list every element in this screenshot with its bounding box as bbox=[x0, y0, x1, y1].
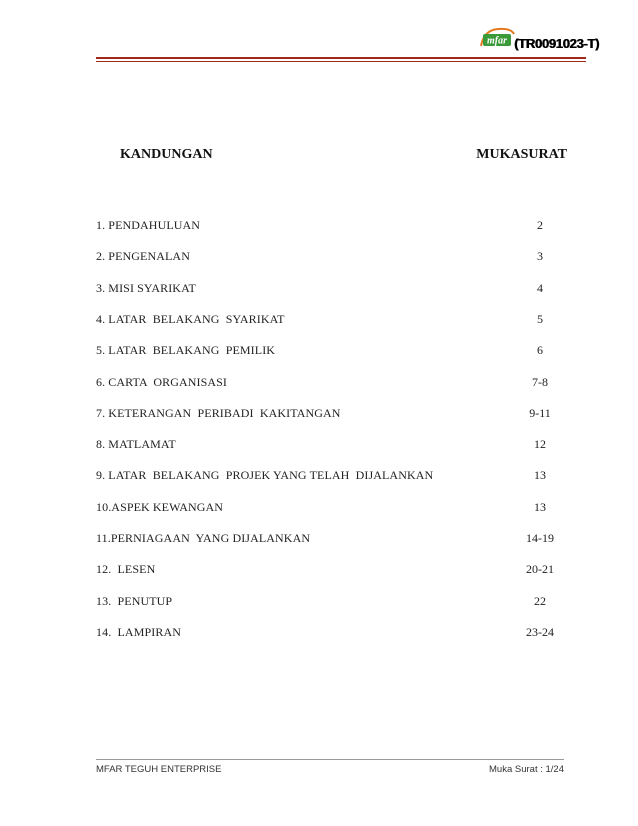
toc-entry-page: 4 bbox=[537, 280, 543, 295]
toc-entry-label: 13. PENUTUP bbox=[96, 593, 173, 608]
toc-entry bbox=[0, 249, 638, 267]
footer-page-number: Muka Surat : 1/24 bbox=[489, 764, 564, 775]
header-rule-thin bbox=[96, 61, 586, 62]
toc-entry-label: 5. LATAR BELAKANG PEMILIK bbox=[96, 343, 276, 358]
toc-entry-label: 6. CARTA ORGANISASI bbox=[96, 374, 227, 389]
toc-entry bbox=[0, 406, 638, 424]
toc-entry-label: 7. KETERANGAN PERIBADI KAKITANGAN bbox=[96, 405, 341, 420]
toc-entry-label: 12. LESEN bbox=[96, 562, 156, 577]
toc-entry-label: 1. PENDAHULUAN bbox=[96, 218, 201, 232]
toc-entry bbox=[0, 625, 638, 643]
toc-heading-page: MUKASURAT bbox=[476, 147, 567, 162]
page-header bbox=[0, 0, 638, 70]
toc-entry bbox=[0, 312, 638, 330]
toc-entry-page: 13 bbox=[534, 499, 546, 514]
toc-entry-page: 5 bbox=[537, 311, 543, 326]
toc-entry-page: 14-19 bbox=[526, 531, 554, 545]
toc-entry bbox=[0, 343, 638, 361]
toc-entry-page: 20-21 bbox=[526, 562, 554, 577]
logo-text: mfar bbox=[487, 35, 507, 47]
toc-entry-label: 10.ASPEK KEWANGAN bbox=[96, 499, 224, 514]
toc-entry bbox=[0, 531, 638, 549]
toc-entry bbox=[0, 218, 638, 236]
toc-entry bbox=[0, 437, 638, 455]
toc-entry-label: 11.PERNIAGAAN YANG DIJALANKAN bbox=[96, 531, 311, 545]
toc-entry bbox=[0, 281, 638, 299]
toc-entry-label: 3. MISI SYARIKAT bbox=[96, 280, 196, 295]
toc-entry-page: 22 bbox=[534, 593, 546, 608]
toc-entry-label: 9. LATAR BELAKANG PROJEK YANG TELAH DIJALANKAN bbox=[96, 468, 434, 483]
footer-rule bbox=[96, 759, 564, 760]
registration-number: (TR0091023-T) bbox=[514, 36, 599, 51]
toc-entry-label: 8. MATLAMAT bbox=[96, 437, 176, 452]
mfar-logo bbox=[478, 26, 516, 50]
toc-entry bbox=[0, 468, 638, 486]
header-rule-thick bbox=[96, 57, 586, 59]
toc-entry-page: 3 bbox=[537, 249, 543, 264]
toc-entry-page: 23-24 bbox=[526, 624, 554, 639]
toc-entry-page: 7-8 bbox=[532, 374, 548, 389]
toc-entry-page: 12 bbox=[534, 437, 546, 452]
toc-entry bbox=[0, 500, 638, 518]
toc-entry bbox=[0, 375, 638, 393]
toc-entry-page: 9-11 bbox=[529, 405, 551, 420]
toc-entry-page: 6 bbox=[537, 343, 543, 358]
toc-entry bbox=[0, 562, 638, 580]
toc-entry-label: 2. PENGENALAN bbox=[96, 249, 190, 264]
toc-entry-page: 13 bbox=[534, 468, 546, 483]
toc-heading-contents: KANDUNGAN bbox=[120, 147, 213, 162]
toc-entry bbox=[0, 594, 638, 612]
toc-entry-page: 2 bbox=[537, 218, 543, 232]
toc-entry-label: 14. LAMPIRAN bbox=[96, 624, 181, 639]
toc-entry-label: 4. LATAR BELAKANG SYARIKAT bbox=[96, 311, 285, 326]
footer-company: MFAR TEGUH ENTERPRISE bbox=[96, 764, 222, 775]
